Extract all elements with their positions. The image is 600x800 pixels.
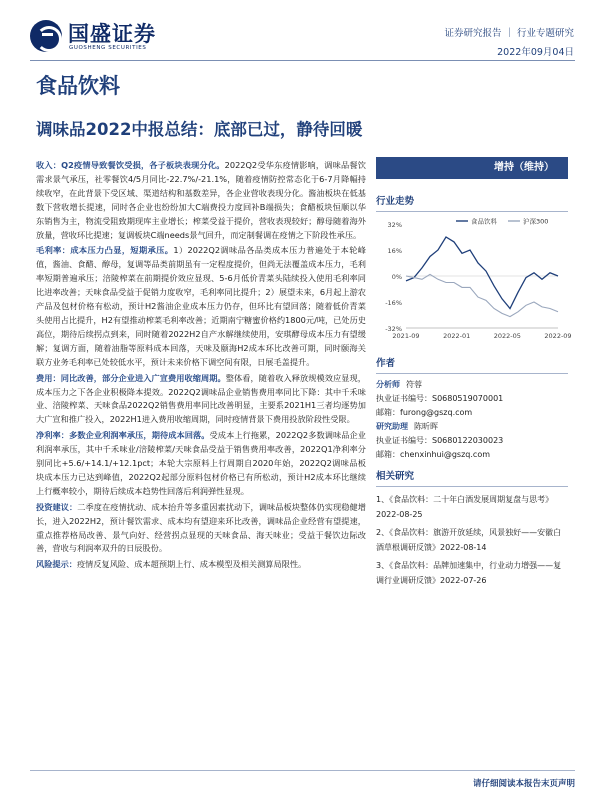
footer-disclaimer: 请仔细阅读本报告末页声明	[472, 779, 575, 789]
report-title: 调味品2022中报总结：底部已过，静待回暖	[36, 120, 363, 139]
author-role: 研究助理	[376, 422, 408, 431]
related-section-title: 相关研究	[376, 468, 568, 487]
paragraph-text: 受成本上行拖累，2022Q2多数调味品企业利润率承压，其中千禾味业/涪陵榨菜/天味食品受益于销售费用率改善，2022Q1净利率分别同比+5.6/+14.1/+12.1pct；本轮大宗原料上行周期自2020年始，2022Q2调味品板块成本压力已达到峰值，2022Q2起部分原料包材价格已有所松动，预计H2成本环比继续上行概率较小，期待后续成本趋势性回落后利润弹性显现。	[36, 430, 366, 496]
paragraph-lead: 费用：	[36, 372, 61, 383]
paragraph-text: 疫情反复风险、成本超预期上行、成本模型及相关测算局限性。	[76, 559, 307, 570]
paragraph-lead: 风险提示：	[36, 559, 77, 570]
logo-icon	[30, 20, 62, 52]
body-paragraph	[36, 159, 366, 242]
logo-chinese-name: 国盛证券	[68, 22, 156, 46]
authors-list	[376, 374, 568, 462]
x-tick-label: 2022-01	[443, 332, 471, 340]
x-tick-label: 2021-09	[392, 332, 420, 340]
body-paragraph	[36, 429, 366, 499]
y-tick-label: -16%	[385, 299, 402, 307]
legend-label: 食品饮料	[471, 217, 497, 226]
sidebar	[376, 157, 572, 591]
related-list	[376, 487, 568, 588]
y-tick-label: -32%	[385, 325, 402, 333]
y-tick-label: 16%	[387, 247, 402, 255]
author-line	[376, 392, 568, 406]
author-text: 陈昕晖	[414, 422, 438, 431]
author-text: 邮箱：chenxinhui@gszq.com	[376, 450, 491, 459]
paragraph-lead: 投资建议：	[36, 501, 78, 512]
legend-label: 沪深300	[523, 217, 549, 226]
y-tick-label: 0%	[391, 273, 402, 281]
body-paragraph	[36, 558, 366, 572]
trend-section-title: 行业走势	[376, 193, 568, 212]
paragraph-lead: 毛利率：	[36, 245, 71, 256]
related-item[interactable]: 3、《食品饮料：品牌加速集中，行业动力增强——复调行业调研反馈》2022-07-26	[376, 561, 562, 585]
paragraph-lead-summary: 同比改善，部分企业进入广宣费用收缩周期。	[60, 372, 226, 383]
body-paragraph	[36, 501, 366, 557]
y-tick-label: 32%	[387, 221, 402, 229]
paragraph-lead-summary: 多数企业利润率承压，期待成本回落。	[69, 430, 210, 441]
author-line	[376, 378, 568, 392]
x-tick-label: 2022-05	[493, 332, 521, 340]
author-line	[376, 420, 568, 434]
paragraph-text: 2022Q2受华东疫情影响，调味品餐饮需求景气承压，社零餐饮4/5月同比-22.7%/-21.1%，随着疫情防控常态化于6-7月降幅持续收窄，在此背景下受区域、渠道结构和基数差异，各企业营收表现分化。酱油板块在低基数下营收增长提速，同时各企业也纷纷加大C端费投力度回补B端损失；食醋板块恒顺以华东销售为主，物流受阻致期现库主业增长；榨菜受益于提价，营收表现较好；醇母随着海外放量，营收环比提速；复调板块C端needs景气回升，而定制餐调在疫情之下阶段性承压。	[36, 160, 366, 240]
series-line-hs300	[406, 274, 558, 316]
paragraph-text: 整体看，随着收入释放规模效应显现，成本压力之下各企业积极降本提效。2022Q2调味品企业销售费用率同比下降：其中千禾味业、涪陵榨菜、天味食品2022Q2销售费用率同比改善明显，主要系2021H1三者均逐势加大广宣和推广投入，2022H1进入费用收缩周期，同时疫情背景下费用投放阶段性受限。	[36, 372, 366, 425]
trend-chart-svg	[376, 212, 572, 347]
author-text: 邮箱：furong@gszq.com	[376, 408, 473, 417]
body-paragraph	[36, 372, 366, 428]
page-footer	[30, 770, 575, 794]
report-type: 证券研究报告 ｜ 行业专题研究	[444, 28, 574, 39]
related-item[interactable]: 2、《食品饮料：旗游开放延续，风景独好——安徽白酒草根调研反馈》2022-08-14	[376, 528, 562, 552]
author-role: 分析师	[376, 380, 400, 389]
paragraph-lead: 收入：	[36, 160, 62, 170]
author-text: 执业证书编号：S0680519070001	[376, 394, 504, 403]
paragraph-lead-summary: 成本压力凸显，短期承压。	[70, 245, 174, 256]
authors-section-title: 作者	[376, 355, 568, 374]
paragraph-lead: 净利率：	[36, 430, 70, 441]
logo-english-name: GUOSHENG SECURITIES	[69, 45, 147, 51]
report-header	[0, 0, 600, 62]
rating-badge: 增持（维持）	[376, 157, 568, 179]
related-item[interactable]: 1、《食品饮料：二十年白酒发展周期复盘与思考》2022-08-25	[376, 495, 554, 519]
industry-name: 食品饮料	[36, 74, 120, 98]
header-divider	[30, 60, 575, 61]
report-date: 2022年09月04日	[497, 47, 574, 58]
company-logo	[30, 20, 190, 56]
author-line	[376, 434, 568, 448]
paragraph-text: 1）2022Q2调味品各品类成本压力普遍处于本轮峰值，酱油、食醋、醇母，复调等品类前期虽有一定程度提价，但尚无法覆盖成本压力，毛利率短期普遍承压；涪陵榨菜在前期提价效应显现、5-6月低价青菜头陆续投入使用毛利率同比进率改善；天味食品受益于促销力度收窄，毛利率同比提升；2）展望未来，6月起上游农产品及包材价格有松动，预计H2酱油企业成本压力仍存，但环比有望回落；随着低价青菜头使用占比提升，H2有望推动榨菜毛利率改善；近期南宁糖蜜价格约1800元/吨，已处历史高位，期待后续拐点到来，同时随着2022H2自产水解继续使用，安琪酵母成本压力有望缓解；复调方面，随着油脂等原料成本回落，天味及颐海H2成本环比改善可期，同时颐海关联方业务毛利率已处较低水平，预计未来价格下调空间有限，日展毛盖提升。	[36, 245, 366, 367]
main-body	[36, 159, 366, 574]
author-line	[376, 406, 568, 420]
author-text: 执业证书编号：S0680122030023	[376, 436, 504, 445]
paragraph-lead-summary: Q2疫情导致餐饮受损，各子板块表现分化。	[61, 160, 225, 170]
author-line	[376, 448, 568, 462]
author-text: 符蓉	[406, 380, 422, 389]
paragraph-text: 二季度在疫情扰动、成本抬升等多重因素扰动下，调味品板块整体仍实现稳健增长，进入2022H2，预计餐饮需求、成本均有望迎来环比改善，调味品企业经营有望提速，重点推荐格局改善、景气向好、经营拐点显现的天味食品、海天味业；受益于餐饮边际改善，营收与利润率双升的日辰股份。	[36, 501, 366, 554]
x-tick-label: 2022-09	[544, 332, 572, 340]
series-line-food-beverage	[406, 237, 558, 309]
trend-chart	[376, 212, 572, 347]
body-paragraph	[36, 244, 366, 369]
